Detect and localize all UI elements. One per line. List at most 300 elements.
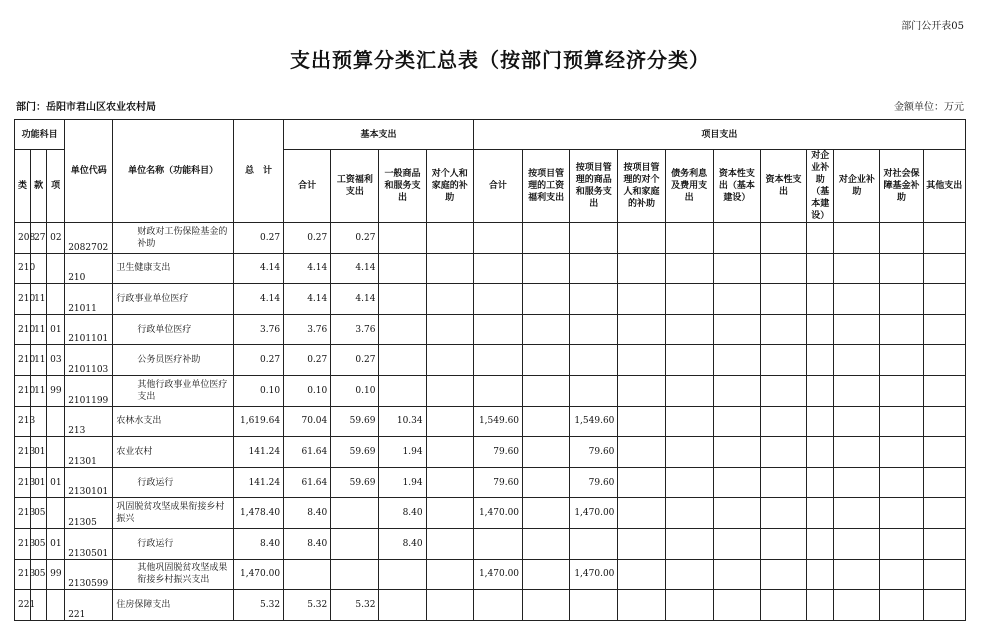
header-project-sum: 合计 — [473, 150, 522, 223]
cell-basic-sum: 0.10 — [284, 375, 331, 406]
cell-empty — [618, 314, 665, 345]
cell-lei: 213 — [15, 467, 31, 498]
table-row — [15, 498, 966, 529]
cell-project-sum: 1,470.00 — [473, 498, 522, 529]
cell-basic-family — [426, 559, 473, 590]
cell-empty — [618, 406, 665, 437]
table-row — [15, 406, 966, 437]
cell-empty — [807, 406, 834, 437]
page-title: 支出预算分类汇总表（按部门预算经济分类） — [290, 48, 710, 72]
cell-basic-wage: 0.27 — [331, 345, 379, 376]
cell-total: 0.27 — [233, 345, 283, 376]
cell-empty — [713, 559, 760, 590]
cell-total: 4.14 — [233, 284, 283, 315]
cell-project-wage — [523, 314, 570, 345]
cell-project-sum — [473, 375, 522, 406]
cell-code: 2082702 — [65, 223, 113, 254]
cell-empty — [665, 345, 713, 376]
cell-lei: 210 — [15, 345, 31, 376]
cell-empty — [807, 253, 834, 284]
table-row — [15, 284, 966, 315]
cell-empty — [807, 528, 834, 559]
cell-basic-goods — [379, 375, 426, 406]
table-row — [15, 590, 966, 621]
cell-basic-sum — [284, 559, 331, 590]
cell-basic-family — [426, 284, 473, 315]
cell-empty — [665, 284, 713, 315]
cell-basic-wage — [331, 498, 379, 529]
cell-basic-wage: 3.76 — [331, 314, 379, 345]
cell-empty — [760, 559, 806, 590]
cell-empty — [923, 345, 965, 376]
cell-empty — [807, 559, 834, 590]
cell-empty — [618, 590, 665, 621]
cell-basic-wage: 59.69 — [331, 406, 379, 437]
cell-xiang: 99 — [47, 559, 65, 590]
cell-empty — [807, 223, 834, 254]
cell-empty — [834, 345, 880, 376]
cell-project-goods — [570, 528, 618, 559]
cell-empty — [923, 253, 965, 284]
cell-total: 8.40 — [233, 528, 283, 559]
header-project-enterprise: 对企业补助 — [834, 150, 880, 223]
cell-project-wage — [523, 437, 570, 468]
cell-name: 住房保障支出 — [113, 590, 233, 621]
cell-empty — [618, 345, 665, 376]
cell-empty — [807, 437, 834, 468]
cell-basic-family — [426, 223, 473, 254]
budget-table — [14, 119, 966, 621]
cell-basic-sum: 5.32 — [284, 590, 331, 621]
cell-basic-wage: 5.32 — [331, 590, 379, 621]
cell-project-goods — [570, 375, 618, 406]
cell-code: 210 — [65, 253, 113, 284]
cell-project-wage — [523, 406, 570, 437]
cell-empty — [760, 590, 806, 621]
cell-basic-goods: 8.40 — [379, 528, 426, 559]
cell-empty — [618, 559, 665, 590]
cell-lei: 213 — [15, 559, 31, 590]
cell-empty — [834, 559, 880, 590]
cell-empty — [807, 498, 834, 529]
header-func-subject: 功能科目 — [15, 120, 65, 150]
cell-project-wage — [523, 375, 570, 406]
cell-empty — [665, 467, 713, 498]
cell-basic-family — [426, 437, 473, 468]
header-project-family: 按项目管理的对个人和家庭的补助 — [618, 150, 665, 223]
cell-empty — [880, 223, 923, 254]
cell-basic-family — [426, 314, 473, 345]
header-unit-name: 单位名称（功能科目） — [113, 120, 233, 223]
cell-xiang: 02 — [47, 223, 65, 254]
cell-project-goods: 79.60 — [570, 467, 618, 498]
cell-basic-wage — [331, 528, 379, 559]
cell-name: 行政事业单位医疗 — [113, 284, 233, 315]
cell-basic-wage: 0.10 — [331, 375, 379, 406]
cell-basic-wage — [331, 559, 379, 590]
cell-basic-sum: 8.40 — [284, 528, 331, 559]
cell-code: 221 — [65, 590, 113, 621]
cell-basic-goods — [379, 314, 426, 345]
cell-empty — [923, 498, 965, 529]
cell-empty — [618, 223, 665, 254]
cell-total: 141.24 — [233, 437, 283, 468]
cell-kuan: 05 — [31, 528, 47, 559]
cell-total: 1,619.64 — [233, 406, 283, 437]
cell-basic-sum: 0.27 — [284, 223, 331, 254]
cell-empty — [807, 345, 834, 376]
cell-project-goods — [570, 590, 618, 621]
cell-project-sum — [473, 345, 522, 376]
table-body — [15, 223, 966, 621]
cell-empty — [834, 437, 880, 468]
cell-empty — [618, 467, 665, 498]
cell-name: 卫生健康支出 — [113, 253, 233, 284]
header-project-goods: 按项目管理的商品和服务支出 — [570, 150, 618, 223]
cell-empty — [713, 253, 760, 284]
cell-xiang: 03 — [47, 345, 65, 376]
cell-empty — [665, 437, 713, 468]
header-project-other: 其他支出 — [923, 150, 965, 223]
cell-empty — [834, 467, 880, 498]
cell-code: 21305 — [65, 498, 113, 529]
cell-empty — [834, 406, 880, 437]
table-row — [15, 345, 966, 376]
cell-empty — [834, 284, 880, 315]
cell-project-wage — [523, 253, 570, 284]
cell-project-goods: 1,470.00 — [570, 498, 618, 529]
cell-xiang: 01 — [47, 467, 65, 498]
header-project-wage: 按项目管理的工资福利支出 — [523, 150, 570, 223]
cell-name: 行政运行 — [113, 528, 233, 559]
cell-empty — [713, 375, 760, 406]
cell-empty — [834, 498, 880, 529]
cell-empty — [665, 498, 713, 529]
cell-code: 213 — [65, 406, 113, 437]
cell-project-goods — [570, 223, 618, 254]
header-basic: 基本支出 — [284, 120, 474, 150]
table-row — [15, 375, 966, 406]
header-xiang: 项 — [47, 150, 65, 223]
cell-empty — [923, 223, 965, 254]
cell-empty — [713, 528, 760, 559]
cell-empty — [665, 406, 713, 437]
cell-basic-goods — [379, 284, 426, 315]
cell-project-goods: 1,470.00 — [570, 559, 618, 590]
cell-empty — [618, 253, 665, 284]
cell-empty — [713, 467, 760, 498]
cell-empty — [713, 284, 760, 315]
cell-lei: 213 — [15, 437, 31, 468]
cell-empty — [713, 406, 760, 437]
cell-name: 其他巩固脱贫攻坚成果衔接乡村振兴支出 — [113, 559, 233, 590]
table-row — [15, 559, 966, 590]
cell-empty — [807, 467, 834, 498]
table-row — [15, 314, 966, 345]
cell-empty — [880, 590, 923, 621]
header-basic-family: 对个人和家庭的补助 — [426, 150, 473, 223]
cell-empty — [760, 467, 806, 498]
table-row — [15, 223, 966, 254]
header-basic-sum: 合计 — [284, 150, 331, 223]
cell-basic-family — [426, 528, 473, 559]
table-row — [15, 253, 966, 284]
cell-kuan: 05 — [31, 498, 47, 529]
cell-empty — [760, 375, 806, 406]
cell-project-goods — [570, 345, 618, 376]
cell-empty — [880, 559, 923, 590]
cell-empty — [923, 284, 965, 315]
cell-name: 农业农村 — [113, 437, 233, 468]
cell-empty — [618, 284, 665, 315]
cell-empty — [923, 406, 965, 437]
cell-project-sum — [473, 314, 522, 345]
cell-project-goods: 79.60 — [570, 437, 618, 468]
cell-empty — [880, 467, 923, 498]
cell-basic-family — [426, 345, 473, 376]
header-unit-code: 单位代码 — [65, 120, 113, 223]
amount-unit-label: 金额单位：万元 — [894, 102, 964, 113]
cell-empty — [880, 406, 923, 437]
cell-project-wage — [523, 590, 570, 621]
cell-empty — [760, 253, 806, 284]
cell-name: 其他行政事业单位医疗支出 — [113, 375, 233, 406]
cell-empty — [880, 345, 923, 376]
cell-empty — [923, 590, 965, 621]
cell-empty — [760, 223, 806, 254]
cell-code: 2130101 — [65, 467, 113, 498]
cell-empty — [713, 345, 760, 376]
cell-empty — [665, 223, 713, 254]
cell-kuan: 11 — [31, 314, 47, 345]
cell-empty — [923, 528, 965, 559]
cell-lei: 210 — [15, 375, 31, 406]
cell-basic-goods: 10.34 — [379, 406, 426, 437]
cell-project-wage — [523, 467, 570, 498]
cell-empty — [923, 437, 965, 468]
cell-empty — [760, 284, 806, 315]
cell-empty — [880, 253, 923, 284]
cell-basic-goods — [379, 590, 426, 621]
cell-empty — [880, 528, 923, 559]
table-row — [15, 467, 966, 498]
cell-project-sum — [473, 284, 522, 315]
cell-empty — [713, 498, 760, 529]
cell-lei: 210 — [15, 253, 31, 284]
header-project-capital-infra: 资本性支出（基本建设） — [713, 150, 760, 223]
cell-project-goods — [570, 314, 618, 345]
cell-basic-sum: 4.14 — [284, 284, 331, 315]
cell-basic-sum: 8.40 — [284, 498, 331, 529]
cell-project-wage — [523, 498, 570, 529]
cell-xiang — [47, 253, 65, 284]
cell-empty — [923, 375, 965, 406]
cell-lei: 213 — [15, 528, 31, 559]
cell-kuan: 11 — [31, 375, 47, 406]
cell-name: 公务员医疗补助 — [113, 345, 233, 376]
form-number: 部门公开表05 — [901, 21, 964, 32]
cell-total: 0.10 — [233, 375, 283, 406]
cell-empty — [760, 314, 806, 345]
cell-code: 2101199 — [65, 375, 113, 406]
cell-total: 3.76 — [233, 314, 283, 345]
cell-basic-goods — [379, 253, 426, 284]
cell-basic-family — [426, 498, 473, 529]
cell-lei: 210 — [15, 284, 31, 315]
cell-total: 4.14 — [233, 253, 283, 284]
cell-empty — [807, 590, 834, 621]
cell-total: 1,478.40 — [233, 498, 283, 529]
cell-empty — [665, 559, 713, 590]
cell-name: 行政运行 — [113, 467, 233, 498]
cell-project-sum — [473, 253, 522, 284]
header-project-debt: 债务利息及费用支出 — [665, 150, 713, 223]
cell-basic-wage: 4.14 — [331, 253, 379, 284]
cell-basic-wage: 59.69 — [331, 437, 379, 468]
cell-code: 2130501 — [65, 528, 113, 559]
cell-total: 1,470.00 — [233, 559, 283, 590]
cell-total: 0.27 — [233, 223, 283, 254]
cell-basic-wage: 4.14 — [331, 284, 379, 315]
cell-project-wage — [523, 284, 570, 315]
cell-code: 2101103 — [65, 345, 113, 376]
cell-empty — [880, 284, 923, 315]
cell-xiang — [47, 437, 65, 468]
cell-empty — [713, 223, 760, 254]
cell-project-wage — [523, 345, 570, 376]
header-basic-wage: 工资福利支出 — [331, 150, 379, 223]
cell-xiang — [47, 406, 65, 437]
cell-empty — [713, 437, 760, 468]
cell-basic-goods: 8.40 — [379, 498, 426, 529]
cell-basic-sum: 70.04 — [284, 406, 331, 437]
cell-project-wage — [523, 223, 570, 254]
cell-empty — [834, 528, 880, 559]
cell-project-wage — [523, 528, 570, 559]
cell-basic-goods — [379, 223, 426, 254]
cell-empty — [618, 498, 665, 529]
cell-empty — [665, 528, 713, 559]
cell-empty — [807, 284, 834, 315]
cell-basic-family — [426, 375, 473, 406]
cell-empty — [923, 467, 965, 498]
cell-empty — [834, 375, 880, 406]
cell-name: 行政单位医疗 — [113, 314, 233, 345]
cell-project-sum: 1,549.60 — [473, 406, 522, 437]
header-total: 总 计 — [233, 120, 283, 223]
cell-empty — [760, 498, 806, 529]
header-project: 项目支出 — [473, 120, 965, 150]
cell-basic-goods — [379, 345, 426, 376]
cell-empty — [618, 437, 665, 468]
cell-xiang — [47, 498, 65, 529]
cell-empty — [923, 559, 965, 590]
cell-project-sum: 79.60 — [473, 437, 522, 468]
header-project-social-security: 对社会保障基金补助 — [880, 150, 923, 223]
cell-empty — [618, 375, 665, 406]
cell-basic-sum: 0.27 — [284, 345, 331, 376]
cell-project-goods: 1,549.60 — [570, 406, 618, 437]
cell-kuan: 01 — [31, 467, 47, 498]
cell-empty — [713, 314, 760, 345]
cell-project-wage — [523, 559, 570, 590]
cell-basic-family — [426, 467, 473, 498]
cell-code: 21011 — [65, 284, 113, 315]
cell-project-sum — [473, 528, 522, 559]
cell-empty — [880, 437, 923, 468]
cell-basic-sum: 61.64 — [284, 437, 331, 468]
header-kuan: 款 — [31, 150, 47, 223]
cell-basic-sum: 4.14 — [284, 253, 331, 284]
header-lei: 类 — [15, 150, 31, 223]
cell-kuan: 05 — [31, 559, 47, 590]
cell-lei: 221 — [15, 590, 31, 621]
cell-empty — [923, 314, 965, 345]
cell-empty — [760, 528, 806, 559]
cell-code: 2130599 — [65, 559, 113, 590]
cell-total: 141.24 — [233, 467, 283, 498]
cell-empty — [760, 406, 806, 437]
cell-lei: 210 — [15, 314, 31, 345]
cell-lei: 213 — [15, 406, 31, 437]
cell-empty — [880, 375, 923, 406]
department-label: 部门：岳阳市君山区农业农村局 — [16, 102, 156, 113]
table-row — [15, 528, 966, 559]
cell-empty — [807, 314, 834, 345]
cell-empty — [760, 437, 806, 468]
cell-empty — [807, 375, 834, 406]
cell-empty — [834, 223, 880, 254]
cell-project-sum — [473, 223, 522, 254]
cell-kuan: 11 — [31, 345, 47, 376]
cell-empty — [665, 375, 713, 406]
cell-lei: 208 — [15, 223, 31, 254]
cell-name: 巩固脱贫攻坚成果衔接乡村振兴 — [113, 498, 233, 529]
cell-xiang: 99 — [47, 375, 65, 406]
table-row — [15, 437, 966, 468]
cell-project-goods — [570, 253, 618, 284]
cell-basic-family — [426, 253, 473, 284]
cell-basic-family — [426, 406, 473, 437]
cell-empty — [713, 590, 760, 621]
cell-xiang — [47, 590, 65, 621]
cell-kuan: 11 — [31, 284, 47, 315]
cell-empty — [618, 528, 665, 559]
cell-empty — [760, 345, 806, 376]
cell-kuan: 01 — [31, 437, 47, 468]
cell-code: 2101101 — [65, 314, 113, 345]
cell-empty — [665, 314, 713, 345]
header-project-capital: 资本性支出 — [760, 150, 806, 223]
header-basic-goods: 一般商品和服务支出 — [379, 150, 426, 223]
cell-project-goods — [570, 284, 618, 315]
cell-basic-family — [426, 590, 473, 621]
cell-empty — [834, 590, 880, 621]
cell-empty — [880, 498, 923, 529]
cell-project-sum — [473, 590, 522, 621]
cell-empty — [880, 314, 923, 345]
cell-basic-sum: 3.76 — [284, 314, 331, 345]
cell-basic-wage: 0.27 — [331, 223, 379, 254]
cell-project-sum: 79.60 — [473, 467, 522, 498]
cell-basic-sum: 61.64 — [284, 467, 331, 498]
header-project-enterprise-infra: 对企业补助（基本建设） — [807, 150, 834, 223]
cell-basic-goods — [379, 559, 426, 590]
cell-total: 5.32 — [233, 590, 283, 621]
cell-empty — [665, 590, 713, 621]
cell-empty — [665, 253, 713, 284]
cell-project-sum: 1,470.00 — [473, 559, 522, 590]
